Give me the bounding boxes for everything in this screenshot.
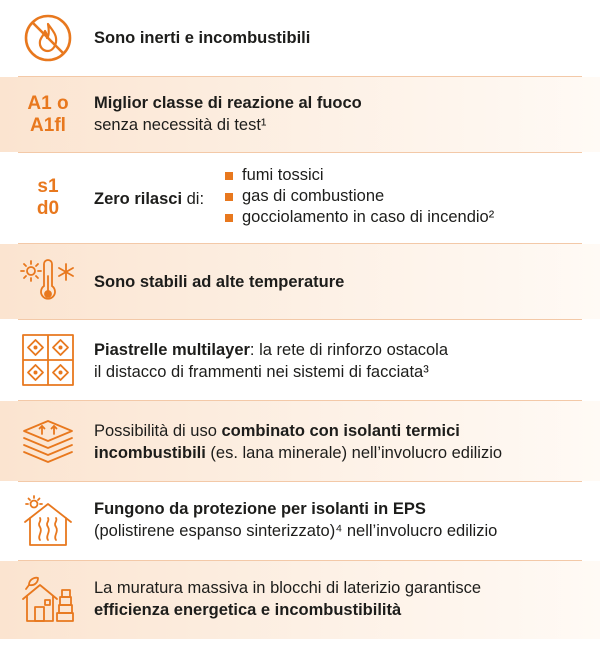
feature-row-zero-release — [0, 153, 600, 243]
feature-title: Zero rilasci — [94, 190, 183, 208]
fire-class-code: A1 o A1fl — [27, 92, 69, 136]
house-heat-icon — [21, 494, 75, 548]
feature-title: efficienza energetica e incombustibilità — [94, 601, 402, 619]
feature-title: combinato con isolanti termici — [221, 422, 460, 440]
feature-title-cont: incombustibili — [94, 444, 206, 462]
feature-row-combined — [0, 401, 600, 481]
feature-description-cont: il distacco di frammenti nei sistemi di facciata³ — [94, 363, 429, 381]
feature-description: (polistirene espanso sinterizzato)⁴ nell’involucro edilizio — [94, 522, 498, 540]
list-item: gas di combustione — [225, 186, 494, 207]
list-item: gocciolamento in caso di incendio² — [225, 207, 494, 228]
feature-description: di: — [182, 190, 205, 208]
feature-row-tiles — [0, 320, 600, 400]
feature-title: Sono stabili ad alte temperature — [94, 273, 345, 291]
feature-description-cont: (es. lana minerale) nell’involucro edilizio — [205, 444, 503, 462]
feature-row-masonry — [0, 561, 600, 639]
feature-description: senza necessità di test¹ — [94, 116, 267, 134]
eco-house-icon — [20, 575, 76, 625]
bullet-square-icon — [225, 214, 233, 222]
list-item: fumi tossici — [225, 165, 494, 186]
tiles-icon — [21, 333, 75, 387]
feature-title: Miglior classe di reazione al fuoco — [94, 94, 362, 112]
feature-title: Sono inerti e incombustibili — [94, 29, 311, 47]
feature-title: Piastrelle multilayer — [94, 341, 250, 359]
release-bullet-list — [225, 165, 494, 228]
bullet-square-icon — [225, 172, 233, 180]
no-fire-icon — [23, 13, 73, 63]
thermometer-icon — [20, 256, 76, 308]
feature-description: La muratura massiva in blocchi di laterizio garantisce — [94, 579, 482, 597]
feature-row-eps — [0, 482, 600, 560]
feature-row-inert — [0, 0, 600, 76]
feature-description: : la rete di rinforzo ostacola — [249, 341, 449, 359]
bullet-square-icon — [225, 193, 233, 201]
layers-icon — [20, 417, 76, 465]
feature-title: Fungono da protezione per isolanti in EPS — [94, 500, 426, 518]
feature-row-stability — [0, 244, 600, 319]
feature-description: Possibilità di uso — [94, 422, 222, 440]
smoke-drop-code: s1 d0 — [36, 176, 60, 219]
feature-row-fire-class — [0, 77, 600, 152]
